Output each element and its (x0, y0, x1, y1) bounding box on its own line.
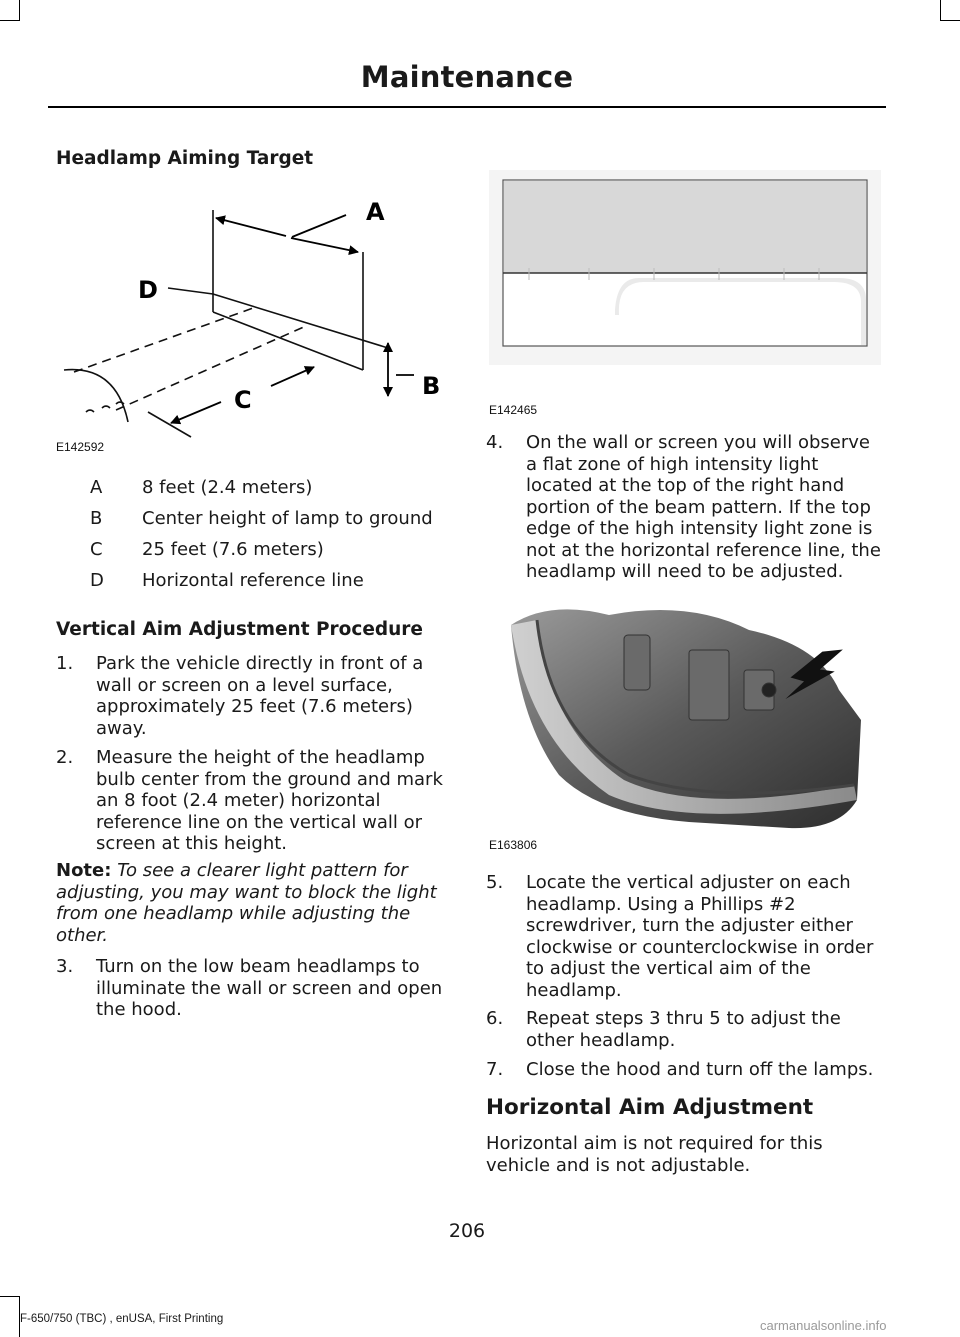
page-number: 206 (448, 1220, 486, 1242)
callout-b: B (422, 372, 441, 400)
step-number: 6. (486, 1008, 504, 1029)
procedure-heading: Vertical Aim Adjustment Procedure (56, 619, 423, 640)
step-text: Locate the vertical adjuster on each headlamp. Using a Phillips #2 screwdriver, turn the adjuster either clockwise or counterclockwise in order to adjust the vertical aim of the headlamp. (526, 872, 874, 1001)
aiming-target-diagram (56, 190, 456, 450)
section-heading: Headlamp Aiming Target (56, 148, 314, 169)
legend-value: 8 feet (2.4 meters) (142, 477, 313, 498)
legend-key: A (90, 477, 103, 498)
body-text: Horizontal aim is not required for this vehicle and is not adjustable. (486, 1133, 823, 1176)
figure-code: E142465 (489, 403, 538, 417)
callout-a: A (366, 198, 385, 226)
step-text: Close the hood and turn off the lamps. (526, 1059, 874, 1080)
step-text: On the wall or screen you will observe a flat zone of high intensity light located at the top of the right hand portion of the beam pattern. If the top edge of the high intensity light zone is not at the horizontal reference line, the headlamp will need to be adjusted. (526, 432, 881, 582)
beam-pattern-figure (489, 170, 881, 365)
crop-mark (940, 0, 941, 20)
step-item (486, 432, 881, 587)
crop-mark (0, 1296, 20, 1297)
step-text: Park the vehicle directly in front of a wall or screen on a level surface, approximately 25 feet (7.6 meters) away. (96, 653, 424, 739)
step-number: 1. (56, 653, 74, 674)
watermark: carmanualsonline.info (760, 1318, 887, 1333)
step-text: Turn on the low beam headlamps to illuminate the wall or screen and open the hood. (96, 956, 443, 1020)
note-label: Note: (56, 860, 112, 881)
note (56, 860, 446, 946)
crop-mark (0, 20, 20, 21)
step-item (486, 872, 881, 1002)
page-title: Maintenance (360, 60, 574, 94)
step-number: 4. (486, 432, 504, 453)
step-number: 3. (56, 956, 74, 977)
step-number: 7. (486, 1059, 504, 1080)
edition-info: F-650/750 (TBC) , enUSA, First Printing (20, 1313, 224, 1325)
legend-value: 25 feet (7.6 meters) (142, 539, 324, 560)
legend-key: B (90, 508, 103, 529)
step-item (486, 1008, 881, 1058)
crop-mark (940, 20, 960, 21)
step-item (486, 1059, 881, 1085)
callout-c: C (234, 386, 252, 414)
crop-mark (19, 0, 20, 20)
step-text: Measure the height of the headlamp bulb center from the ground and mark an 8 foot (2.4 meter) horizontal reference line on the vertical wall or screen at this height. (96, 747, 443, 854)
headlamp-adjuster-figure (489, 590, 881, 840)
section-heading: Horizontal Aim Adjustment (486, 1095, 814, 1120)
step-number: 2. (56, 747, 74, 768)
figure-code: E163806 (489, 838, 538, 852)
step-text: Repeat steps 3 thru 5 to adjust the other headlamp. (526, 1008, 841, 1051)
figure-code: E142592 (56, 440, 105, 454)
step-number: 5. (486, 872, 504, 893)
legend-key: C (90, 539, 103, 560)
legend-value: Center height of lamp to ground (142, 508, 433, 529)
step-item (56, 653, 451, 743)
legend-key: D (90, 570, 104, 591)
header-rule (48, 106, 886, 108)
legend-value: Horizontal reference line (142, 570, 364, 591)
step-item (56, 956, 451, 1026)
step-item (56, 747, 451, 854)
note-text: To see a clearer light pattern for adjusting, you may want to block the light from one headlamp while adjusting the other. (56, 860, 437, 946)
callout-d: D (138, 276, 158, 304)
